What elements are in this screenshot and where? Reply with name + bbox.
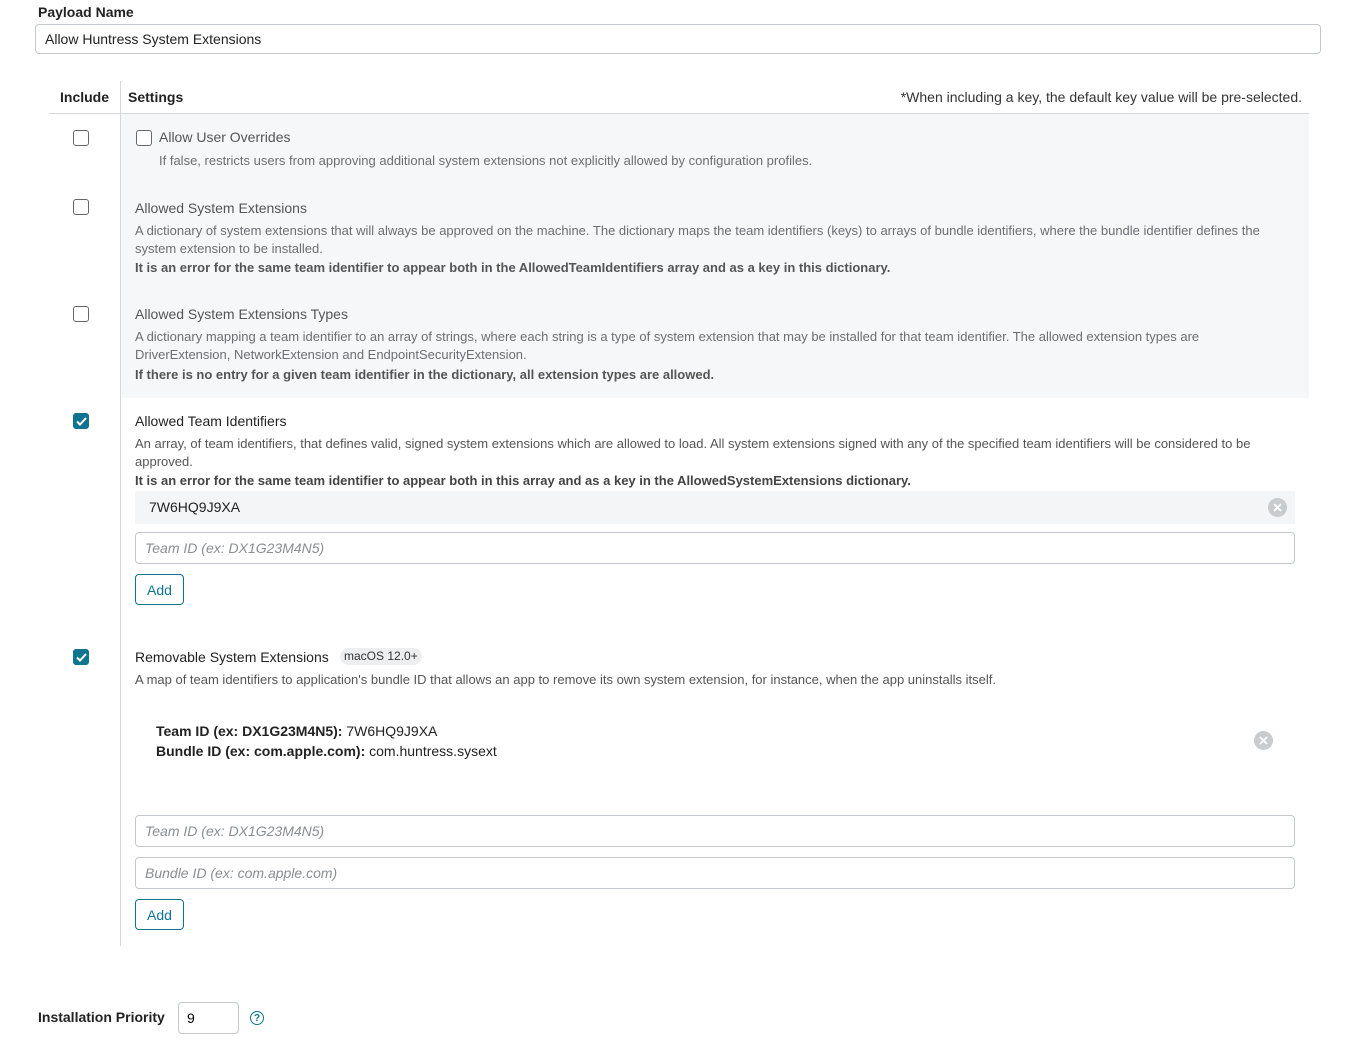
removable-entry-team-label: Team ID (ex: DX1G23M4N5): — [156, 723, 343, 739]
removable-bundle-id-input[interactable] — [135, 857, 1295, 889]
removable-system-extensions-title: Removable System Extensions — [135, 649, 329, 665]
include-checkbox-allowed-system-extensions-types[interactable] — [73, 306, 89, 322]
allowed-team-identifiers-title: Allowed Team Identifiers — [135, 413, 287, 429]
remove-removable-entry-icon[interactable] — [1254, 731, 1273, 750]
allowed-system-extensions-title: Allowed System Extensions — [135, 200, 307, 216]
removable-system-extensions-description: A map of team identifiers to application's bundle ID that allows an app to remove its own system extension, for instance, when the app uninstalls itself. — [135, 672, 996, 687]
allowed-system-extensions-types-title: Allowed System Extensions Types — [135, 306, 348, 322]
installation-priority-label: Installation Priority — [38, 1009, 165, 1025]
add-removable-extension-button[interactable]: Add — [135, 899, 184, 930]
column-divider — [120, 81, 121, 946]
help-icon[interactable]: ? — [250, 1011, 264, 1025]
removable-entry-team — [156, 723, 437, 739]
include-column-header: Include — [60, 89, 110, 105]
include-checkbox-removable-system-extensions[interactable] — [73, 649, 89, 665]
add-team-identifier-button[interactable]: Add — [135, 574, 184, 605]
allowed-team-identifiers-description: An array, of team identifiers, that defines valid, signed system extensions which are allowed to load. All system extensions signed with any of the specified team identifiers will be considered to be approved. — [135, 436, 1251, 469]
remove-team-identifier-icon[interactable] — [1268, 498, 1287, 517]
allowed-team-identifiers-warning: It is an error for the same team identifier to appear both in this array and as a key in the AllowedSystemExtensions dictionary. — [135, 473, 911, 488]
team-identifier-value: 7W6HQ9J9XA — [149, 499, 241, 515]
removable-entry-bundle-label: Bundle ID (ex: com.apple.com): — [156, 743, 366, 759]
allowed-system-extensions-warning: It is an error for the same team identifier to appear both in the AllowedTeamIdentifiers array and as a key in this dictionary. — [135, 260, 891, 275]
settings-column-header: Settings — [128, 89, 184, 105]
payload-name-label: Payload Name — [38, 4, 134, 20]
team-id-input[interactable] — [135, 532, 1295, 564]
removable-team-id-input[interactable] — [135, 815, 1295, 847]
removable-entry-team-value: 7W6HQ9J9XA — [346, 723, 438, 739]
removable-entry-bundle — [156, 743, 497, 759]
allow-user-overrides-description: If false, restricts users from approving additional system extensions not explicitly allowed by configuration profiles. — [159, 153, 813, 168]
installation-priority-input[interactable] — [178, 1002, 239, 1034]
default-key-note: *When including a key, the default key value will be pre-selected. — [900, 89, 1302, 105]
payload-name-input[interactable] — [35, 24, 1321, 54]
macos-version-badge: macOS 12.0+ — [340, 648, 422, 665]
allow-user-overrides-title: Allow User Overrides — [159, 129, 291, 145]
allow-user-overrides-checkbox[interactable] — [136, 130, 152, 146]
allowed-system-extensions-types-warning: If there is no entry for a given team identifier in the dictionary, all extension types are allowed. — [135, 367, 715, 382]
allowed-system-extensions-types-description: A dictionary mapping a team identifier to an array of strings, where each string is a type of system extension that may be installed for that team identifier. The allowed extension types are DriverExtension, NetworkExtension and EndpointSecurityExtension. — [135, 329, 1200, 362]
include-checkbox-allowed-system-extensions[interactable] — [73, 199, 89, 215]
allowed-system-extensions-description: A dictionary of system extensions that will always be approved on the machine. The dictionary maps the team identifiers (keys) to arrays of bundle identifiers, where the bundle identifier defines the system extension to be installed. — [135, 223, 1260, 256]
include-checkbox-allowed-team-identifiers[interactable] — [73, 413, 89, 429]
team-identifier-item — [135, 491, 1295, 524]
removable-entry-bundle-value: com.huntress.sysext — [369, 743, 497, 759]
include-checkbox-allow-user-overrides[interactable] — [73, 130, 89, 146]
